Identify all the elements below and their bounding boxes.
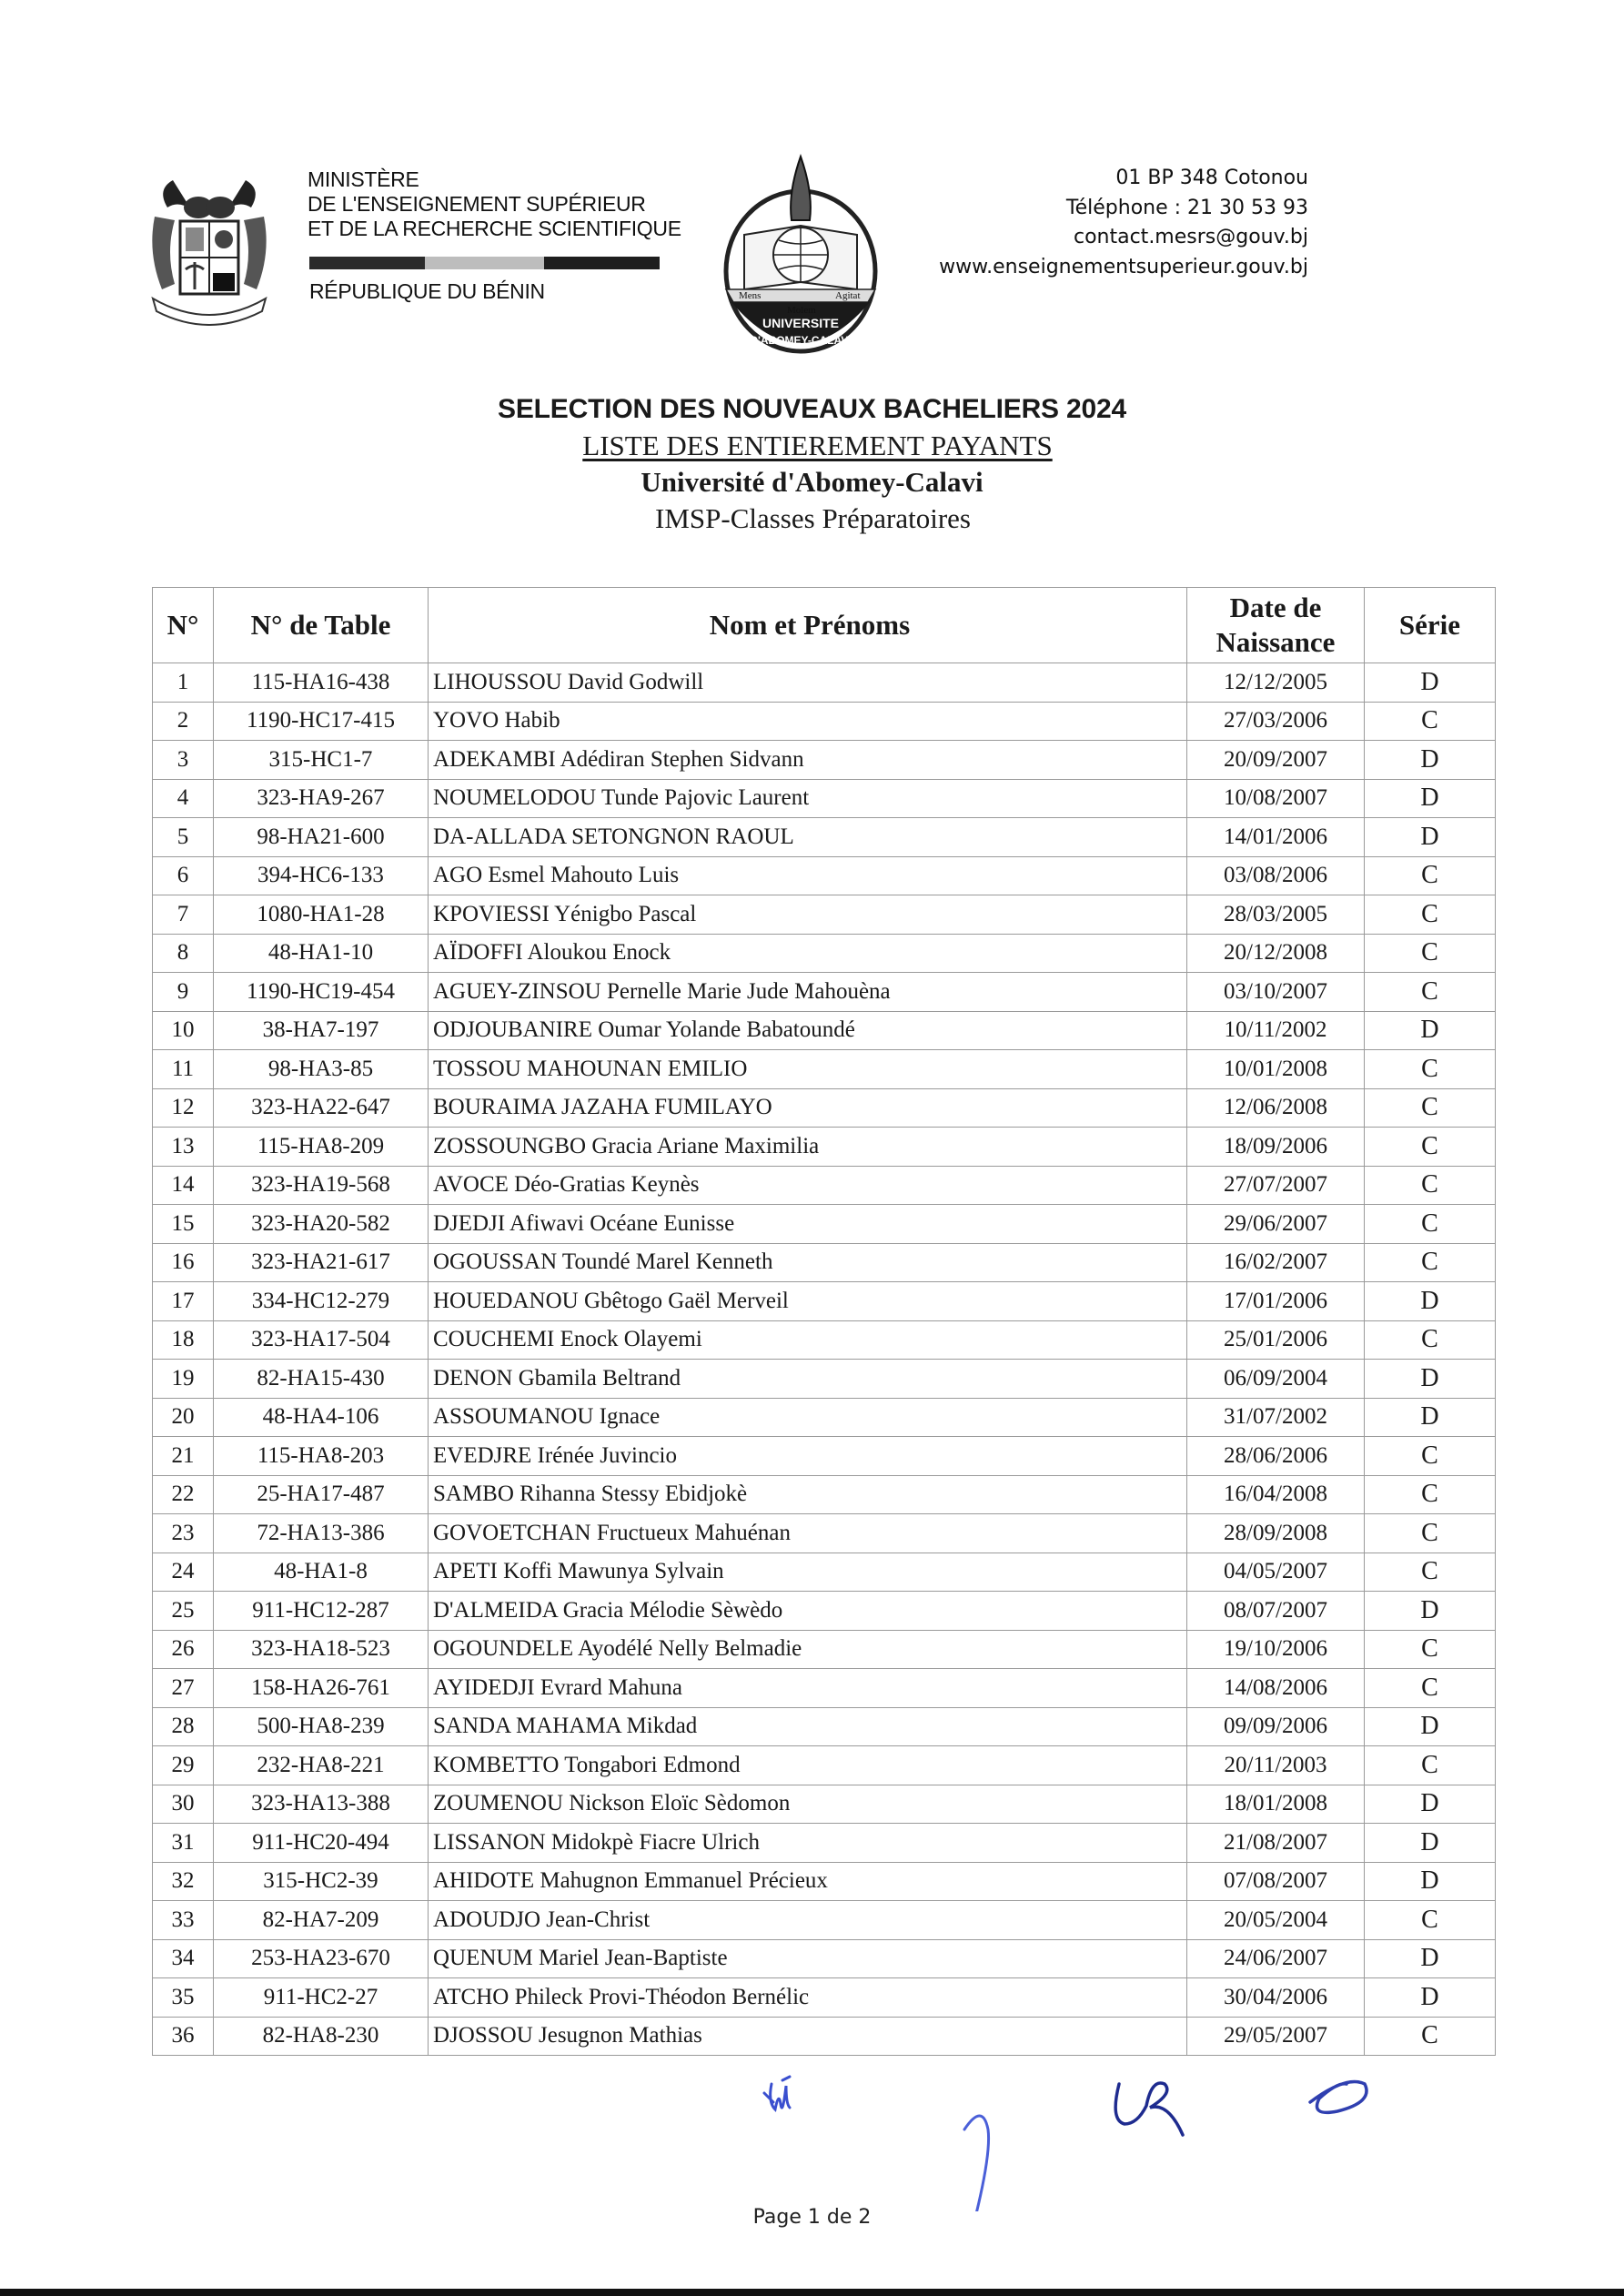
birth-date: 30/04/2006 <box>1187 1978 1365 2018</box>
contact-email: contact.mesrs@gouv.bj <box>1073 226 1308 248</box>
table-number: 911-HC2-27 <box>214 1978 429 2018</box>
row-number: 33 <box>153 1901 214 1940</box>
series: D <box>1365 1398 1496 1437</box>
table-number: 911-HC20-494 <box>214 1824 429 1863</box>
series: D <box>1365 779 1496 818</box>
row-number: 34 <box>153 1939 214 1978</box>
student-name: NOUMELODOU Tunde Pajovic Laurent <box>429 779 1187 818</box>
table-row <box>153 2017 1496 2056</box>
series: C <box>1365 1475 1496 1514</box>
header-num: N° <box>153 588 214 663</box>
row-number: 20 <box>153 1398 214 1437</box>
series: C <box>1365 702 1496 741</box>
series: C <box>1365 1243 1496 1282</box>
row-number: 6 <box>153 856 214 895</box>
table-number: 1080-HA1-28 <box>214 895 429 935</box>
students-table <box>152 587 1496 2056</box>
table-row <box>153 702 1496 741</box>
row-number: 21 <box>153 1437 214 1476</box>
table-row <box>153 1243 1496 1282</box>
page-number: Page 1 de 2 <box>752 2206 872 2229</box>
birth-date: 16/04/2008 <box>1187 1475 1365 1514</box>
table-number: 48-HA1-10 <box>214 934 429 973</box>
university-title: Université d'Abomey-Calavi <box>641 466 983 498</box>
student-name: OGOUNDELE Ayodélé Nelly Belmadie <box>429 1630 1187 1669</box>
row-number: 4 <box>153 779 214 818</box>
row-number: 9 <box>153 973 214 1012</box>
series: C <box>1365 1437 1496 1476</box>
series: C <box>1365 895 1496 935</box>
series: C <box>1365 1630 1496 1669</box>
row-number: 26 <box>153 1630 214 1669</box>
table-row <box>153 1166 1496 1205</box>
table-number: 1190-HC17-415 <box>214 702 429 741</box>
table-row <box>153 1824 1496 1863</box>
table-row <box>153 1514 1496 1553</box>
table-row <box>153 856 1496 895</box>
table-row <box>153 1978 1496 2018</box>
birth-date: 27/03/2006 <box>1187 702 1365 741</box>
table-number: 323-HA9-267 <box>214 779 429 818</box>
student-name: EVEDJRE Irénée Juvincio <box>429 1437 1187 1476</box>
header-table-number: N° de Table <box>214 588 429 663</box>
flag-color-bar <box>309 257 660 269</box>
ministry-name <box>308 167 681 241</box>
student-name: HOUEDANOU Gbêtogo Gaël Merveil <box>429 1282 1187 1321</box>
table-number: 1190-HC19-454 <box>214 973 429 1012</box>
student-name: AGUEY-ZINSOU Pernelle Marie Jude Mahouèna <box>429 973 1187 1012</box>
ministry-line: ET DE LA RECHERCHE SCIENTIFIQUE <box>308 217 681 240</box>
table-number: 323-HA17-504 <box>214 1320 429 1360</box>
student-name: GOVOETCHAN Fructueux Mahuénan <box>429 1514 1187 1553</box>
row-number: 36 <box>153 2017 214 2056</box>
birth-date: 20/12/2008 <box>1187 934 1365 973</box>
birth-date: 18/01/2008 <box>1187 1785 1365 1824</box>
student-name: ADEKAMBI Adédiran Stephen Sidvann <box>429 741 1187 780</box>
birth-date: 16/02/2007 <box>1187 1243 1365 1282</box>
student-name: QUENUM Mariel Jean-Baptiste <box>429 1939 1187 1978</box>
table-row <box>153 1592 1496 1631</box>
table-row <box>153 1320 1496 1360</box>
series: C <box>1365 1166 1496 1205</box>
table-number: 334-HC12-279 <box>214 1282 429 1321</box>
series: D <box>1365 1824 1496 1863</box>
series: C <box>1365 1320 1496 1360</box>
table-number: 323-HA18-523 <box>214 1630 429 1669</box>
table-number: 253-HA23-670 <box>214 1939 429 1978</box>
series: D <box>1365 663 1496 703</box>
birth-date: 29/05/2007 <box>1187 2017 1365 2056</box>
table-row <box>153 1011 1496 1050</box>
birth-date: 07/08/2007 <box>1187 1862 1365 1901</box>
logo-motto-left: Mens <box>739 290 762 301</box>
table-row <box>153 1205 1496 1244</box>
table-number: 38-HA7-197 <box>214 1011 429 1050</box>
series: D <box>1365 1978 1496 2018</box>
flag-bar-segment <box>544 257 660 269</box>
student-name: AGO Esmel Mahouto Luis <box>429 856 1187 895</box>
series: C <box>1365 1553 1496 1592</box>
student-name: D'ALMEIDA Gracia Mélodie Sèwèdo <box>429 1592 1187 1631</box>
flag-bar-segment <box>309 257 425 269</box>
logo-ring-line1: UNIVERSITE <box>762 316 840 330</box>
table-body <box>153 663 1496 2056</box>
table-number: 323-HA20-582 <box>214 1205 429 1244</box>
row-number: 14 <box>153 1166 214 1205</box>
birth-date: 12/06/2008 <box>1187 1088 1365 1128</box>
table-number: 158-HA26-761 <box>214 1669 429 1708</box>
selection-title: SELECTION DES NOUVEAUX BACHELIERS 2024 <box>498 394 1126 424</box>
republic-name: RÉPUBLIQUE DU BÉNIN <box>309 279 545 303</box>
student-name: BOURAIMA JAZAHA FUMILAYO <box>429 1088 1187 1128</box>
row-number: 23 <box>153 1514 214 1553</box>
row-number: 35 <box>153 1978 214 2018</box>
series: C <box>1365 1514 1496 1553</box>
series: C <box>1365 1128 1496 1167</box>
series: C <box>1365 934 1496 973</box>
header-series: Série <box>1365 588 1496 663</box>
table-row <box>153 818 1496 857</box>
birth-date: 28/03/2005 <box>1187 895 1365 935</box>
series: C <box>1365 1901 1496 1940</box>
student-name: ZOUMENOU Nickson Eloïc Sèdomon <box>429 1785 1187 1824</box>
benin-coat-of-arms-icon <box>146 171 273 326</box>
table-number: 115-HA8-209 <box>214 1128 429 1167</box>
table-row <box>153 1862 1496 1901</box>
series: D <box>1365 1785 1496 1824</box>
row-number: 16 <box>153 1243 214 1282</box>
table-number: 115-HA8-203 <box>214 1437 429 1476</box>
student-name: OGOUSSAN Toundé Marel Kenneth <box>429 1243 1187 1282</box>
birth-date: 20/05/2004 <box>1187 1901 1365 1940</box>
birth-date: 18/09/2006 <box>1187 1128 1365 1167</box>
student-name: DJEDJI Afiwavi Océane Eunisse <box>429 1205 1187 1244</box>
table-number: 115-HA16-438 <box>214 663 429 703</box>
series: D <box>1365 1360 1496 1399</box>
table-number: 98-HA3-85 <box>214 1050 429 1089</box>
table-number: 82-HA15-430 <box>214 1360 429 1399</box>
table-row <box>153 1282 1496 1321</box>
student-name: AYIDEDJI Evrard Mahuna <box>429 1669 1187 1708</box>
birth-date: 10/01/2008 <box>1187 1050 1365 1089</box>
table-header-row <box>153 588 1496 663</box>
table-number: 315-HC2-39 <box>214 1862 429 1901</box>
row-number: 22 <box>153 1475 214 1514</box>
table-row <box>153 1785 1496 1824</box>
student-name: TOSSOU MAHOUNAN EMILIO <box>429 1050 1187 1089</box>
row-number: 18 <box>153 1320 214 1360</box>
row-number: 24 <box>153 1553 214 1592</box>
table-row <box>153 1553 1496 1592</box>
row-number: 15 <box>153 1205 214 1244</box>
logo-ring-line2: D'ABOMEY-CALAVI <box>750 334 852 347</box>
ministry-line: MINISTÈRE <box>308 167 419 191</box>
birth-date: 03/08/2006 <box>1187 856 1365 895</box>
handwritten-signatures-icon <box>746 2075 1437 2211</box>
row-number: 10 <box>153 1011 214 1050</box>
birth-date: 31/07/2002 <box>1187 1398 1365 1437</box>
header-birth-date-line2: Naissance <box>1215 626 1336 658</box>
table-number: 25-HA17-487 <box>214 1475 429 1514</box>
series: D <box>1365 1939 1496 1978</box>
table-row <box>153 1088 1496 1128</box>
header-birth-date <box>1187 588 1365 663</box>
table-number: 500-HA8-239 <box>214 1707 429 1746</box>
birth-date: 28/09/2008 <box>1187 1514 1365 1553</box>
birth-date: 09/09/2006 <box>1187 1707 1365 1746</box>
table-number: 323-HA19-568 <box>214 1166 429 1205</box>
table-number: 315-HC1-7 <box>214 741 429 780</box>
program-title: IMSP-Classes Préparatoires <box>655 502 971 534</box>
series: C <box>1365 2017 1496 2056</box>
series: D <box>1365 1282 1496 1321</box>
series: D <box>1365 1011 1496 1050</box>
birth-date: 08/07/2007 <box>1187 1592 1365 1631</box>
student-name: ADOUDJO Jean-Christ <box>429 1901 1187 1940</box>
list-title: LISTE DES ENTIEREMENT PAYANTS <box>582 430 1053 461</box>
birth-date: 27/07/2007 <box>1187 1166 1365 1205</box>
student-name: SAMBO Rihanna Stessy Ebidjokè <box>429 1475 1187 1514</box>
birth-date: 28/06/2006 <box>1187 1437 1365 1476</box>
table-row <box>153 741 1496 780</box>
scan-edge-bar <box>0 2289 1624 2296</box>
student-name: DENON Gbamila Beltrand <box>429 1360 1187 1399</box>
row-number: 12 <box>153 1088 214 1128</box>
row-number: 29 <box>153 1746 214 1785</box>
contact-phone: Téléphone : 21 30 53 93 <box>1065 196 1308 219</box>
student-name: YOVO Habib <box>429 702 1187 741</box>
birth-date: 19/10/2006 <box>1187 1630 1365 1669</box>
birth-date: 06/09/2004 <box>1187 1360 1365 1399</box>
table-row <box>153 1475 1496 1514</box>
table-row <box>153 1398 1496 1437</box>
row-number: 30 <box>153 1785 214 1824</box>
series: D <box>1365 818 1496 857</box>
birth-date: 14/08/2006 <box>1187 1669 1365 1708</box>
birth-date: 12/12/2005 <box>1187 663 1365 703</box>
table-number: 48-HA1-8 <box>214 1553 429 1592</box>
birth-date: 20/09/2007 <box>1187 741 1365 780</box>
series: C <box>1365 1088 1496 1128</box>
student-name: APETI Koffi Mawunya Sylvain <box>429 1553 1187 1592</box>
table-row <box>153 663 1496 703</box>
series: D <box>1365 1707 1496 1746</box>
series: C <box>1365 856 1496 895</box>
birth-date: 17/01/2006 <box>1187 1282 1365 1321</box>
row-number: 3 <box>153 741 214 780</box>
student-name: LISSANON Midokpè Fiacre Ulrich <box>429 1824 1187 1863</box>
table-number: 82-HA7-209 <box>214 1901 429 1940</box>
student-name: DA-ALLADA SETONGNON RAOUL <box>429 818 1187 857</box>
contact-block <box>939 164 1308 282</box>
series: C <box>1365 1669 1496 1708</box>
row-number: 8 <box>153 934 214 973</box>
row-number: 27 <box>153 1669 214 1708</box>
student-name: KPOVIESSI Yénigbo Pascal <box>429 895 1187 935</box>
row-number: 1 <box>153 663 214 703</box>
header-name: Nom et Prénoms <box>429 588 1187 663</box>
birth-date: 14/01/2006 <box>1187 818 1365 857</box>
birth-date: 20/11/2003 <box>1187 1746 1365 1785</box>
birth-date: 10/08/2007 <box>1187 779 1365 818</box>
birth-date: 24/06/2007 <box>1187 1939 1365 1978</box>
series: D <box>1365 1592 1496 1631</box>
birth-date: 29/06/2007 <box>1187 1205 1365 1244</box>
table-row <box>153 779 1496 818</box>
table-number: 82-HA8-230 <box>214 2017 429 2056</box>
table-number: 323-HA21-617 <box>214 1243 429 1282</box>
table-row <box>153 1746 1496 1785</box>
student-name: AVOCE Déo-Gratias Keynès <box>429 1166 1187 1205</box>
student-name: COUCHEMI Enock Olayemi <box>429 1320 1187 1360</box>
row-number: 19 <box>153 1360 214 1399</box>
row-number: 13 <box>153 1128 214 1167</box>
table-number: 72-HA13-386 <box>214 1514 429 1553</box>
table-number: 911-HC12-287 <box>214 1592 429 1631</box>
series: D <box>1365 741 1496 780</box>
table-row <box>153 934 1496 973</box>
series: C <box>1365 1746 1496 1785</box>
table-row <box>153 1360 1496 1399</box>
logo-motto-right: Agitat <box>835 290 861 301</box>
student-name: DJOSSOU Jesugnon Mathias <box>429 2017 1187 2056</box>
birth-date: 21/08/2007 <box>1187 1824 1365 1863</box>
row-number: 2 <box>153 702 214 741</box>
table-row <box>153 1050 1496 1089</box>
series: D <box>1365 1862 1496 1901</box>
uac-logo-icon <box>719 153 883 355</box>
table-row <box>153 1707 1496 1746</box>
row-number: 7 <box>153 895 214 935</box>
table-number: 323-HA13-388 <box>214 1785 429 1824</box>
flag-bar-segment <box>425 257 544 269</box>
table-row <box>153 1939 1496 1978</box>
table-row <box>153 895 1496 935</box>
row-number: 31 <box>153 1824 214 1863</box>
logo-motto-center: Molem <box>787 305 816 316</box>
birth-date: 25/01/2006 <box>1187 1320 1365 1360</box>
row-number: 5 <box>153 818 214 857</box>
birth-date: 03/10/2007 <box>1187 973 1365 1012</box>
student-name: ASSOUMANOU Ignace <box>429 1398 1187 1437</box>
contact-address: 01 BP 348 Cotonou <box>1115 167 1308 189</box>
table-number: 48-HA4-106 <box>214 1398 429 1437</box>
header-birth-date-line1: Date de <box>1229 592 1322 623</box>
birth-date: 04/05/2007 <box>1187 1553 1365 1592</box>
ministry-line: DE L'ENSEIGNEMENT SUPÉRIEUR <box>308 192 646 216</box>
row-number: 32 <box>153 1862 214 1901</box>
student-name: SANDA MAHAMA Mikdad <box>429 1707 1187 1746</box>
row-number: 11 <box>153 1050 214 1089</box>
document-titles <box>0 391 1624 537</box>
student-name: AHIDOTE Mahugnon Emmanuel Précieux <box>429 1862 1187 1901</box>
table-row <box>153 1128 1496 1167</box>
birth-date: 10/11/2002 <box>1187 1011 1365 1050</box>
student-name: ZOSSOUNGBO Gracia Ariane Maximilia <box>429 1128 1187 1167</box>
series: C <box>1365 973 1496 1012</box>
row-number: 17 <box>153 1282 214 1321</box>
table-row <box>153 1437 1496 1476</box>
student-name: LIHOUSSOU David Godwill <box>429 663 1187 703</box>
table-number: 394-HC6-133 <box>214 856 429 895</box>
contact-website: www.enseignementsuperieur.gouv.bj <box>939 255 1308 278</box>
student-name: AÏDOFFI Aloukou Enock <box>429 934 1187 973</box>
table-number: 98-HA21-600 <box>214 818 429 857</box>
row-number: 28 <box>153 1707 214 1746</box>
series: C <box>1365 1205 1496 1244</box>
student-name: KOMBETTO Tongabori Edmond <box>429 1746 1187 1785</box>
table-row <box>153 1901 1496 1940</box>
table-number: 232-HA8-221 <box>214 1746 429 1785</box>
table-row <box>153 1630 1496 1669</box>
series: C <box>1365 1050 1496 1089</box>
table-row <box>153 973 1496 1012</box>
student-name: ATCHO Phileck Provi-Théodon Bernélic <box>429 1978 1187 2018</box>
table-row <box>153 1669 1496 1708</box>
table-number: 323-HA22-647 <box>214 1088 429 1128</box>
row-number: 25 <box>153 1592 214 1631</box>
student-name: ODJOUBANIRE Oumar Yolande Babatoundé <box>429 1011 1187 1050</box>
